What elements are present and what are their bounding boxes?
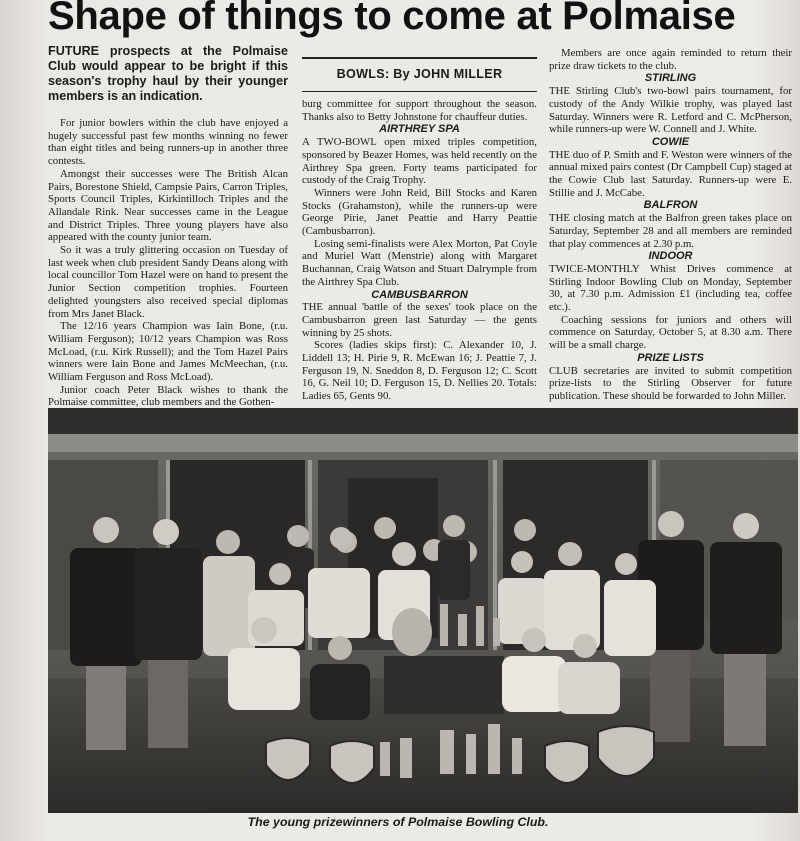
paragraph: Losing semi-finalists were Alex Morton, Pat Coyle and Muriel Watt (Menstrie) along with Margaret Buchannan, Craig Watson and Stuart Dalrymple from the Airthrey Spa Club.	[302, 237, 537, 288]
section-heading-stirling: STIRLING	[644, 72, 697, 85]
paragraph: A TWO-BOWL open mixed triples competition, sponsored by Beazer Homes, was held recently on the Airthrey Spa green. Forty teams participated for custody of the Craig Trophy.	[302, 136, 537, 187]
column-3	[549, 47, 792, 403]
paragraph: For junior bowlers within the club have enjoyed a hugely successful past few months winning no fewer than eight titles and being runners-up in another three contests.	[48, 117, 288, 168]
group-photo	[48, 408, 798, 813]
paragraph: THE annual 'battle of the sexes' took place on the Cambusbarron green last Saturday — the gents winning by 25 shots.	[302, 301, 537, 339]
section-heading-indoor: INDOOR	[648, 250, 693, 263]
byline-box	[302, 57, 537, 92]
paragraph: THE duo of P. Smith and F. Weston were winners of the annual mixed pairs contest (Dr Campbell Cup) staged at the Cowie Club last Saturday. Runners-up were E. Stillie and J. McCabe.	[549, 148, 792, 199]
headline: Shape of things to come at Polmaise	[48, 0, 736, 38]
lede-paragraph: FUTURE prospects at the Polmaise Club would appear to be bright if this season's trophy haul by their younger members is an indication.	[48, 44, 288, 103]
column-1	[48, 117, 288, 409]
group-photo-illustration	[48, 408, 798, 813]
paragraph: Winners were John Reid, Bill Stocks and Karen Stocks (Grahamston), while the runners-up were George Pirie, Janet Peattie and Harry Peattie (Cambusbarron).	[302, 186, 537, 238]
section-heading-balfron: BALFRON	[643, 199, 698, 212]
paragraph: Coaching sessions for juniors and others will commence on Saturday, October 5, at 8.30 a.m. There will be a small charge.	[549, 313, 792, 352]
paragraph: Scores (ladies skips first): C. Alexander 10, J. Liddell 13; H. Pirie 9, R. McEwan 16; J. Peattie 7, J. Ferguson 19, N. Sneddon 8, D. Ferguson 12; C. Scott 16, G. Neil 10; D. Ferguson 15, D. Nellies 20. Totals: Ladies 65, Gents 90.	[302, 339, 537, 403]
paragraph: TWICE-MONTHLY Whist Drives commence at Stirling Indoor Bowling Club on Monday, September 30, at 7.30 p.m. Admission £1 (including tea, coffee etc.).	[549, 262, 792, 314]
paragraph: So it was a truly glittering occasion on Tuesday of last week when club president Sandy Deans along with local councillor Tom Hazel were on hand to present the Junior Section competition trophies. Fourteen delighted youngsters also received special diplomas from Mrs Janet Black.	[48, 244, 288, 320]
paragraph: Amongst their successes were The British Alcan Pairs, Borestone Shield, Campsie Pairs, Carron Triples, Sports Council Triples, Kirkintilloch Triples and the Allandale Rink. Near successes came in the League and District Triples. Three young players have also appeared with the county junior team.	[48, 167, 288, 244]
section-heading-cowie: COWIE	[651, 135, 690, 148]
byline: BOWLS: By JOHN MILLER	[336, 67, 503, 81]
paragraph: THE closing match at the Balfron green takes place on Saturday, September 28 and all members are reminded that play commences at 2.30 p.m.	[549, 212, 792, 250]
paragraph: Junior coach Peter Black wishes to thank the Polmaise committee, club members and the Gothen-	[48, 383, 288, 409]
photo-caption: The young prizewinners of Polmaise Bowling Club.	[247, 815, 549, 829]
section-heading-airthrey: AIRTHREY SPA	[379, 123, 460, 136]
column-2	[302, 98, 537, 403]
paragraph: The 12/16 years Champion was Iain Bone, (r.u. William Ferguson); 10/12 years Champion was Ross McLoad, (r.u. Kirk Russell); and the Tom Hazel Pairs winners were Iain Bone and James McMeechan, (r.u. William Ferguson and Ross McLoad).	[48, 320, 288, 384]
paragraph: Members are once again reminded to return their prize draw tickets to the club.	[549, 47, 792, 72]
section-heading-prize-lists: PRIZE LISTS	[637, 351, 704, 364]
section-heading-cambusbarron: CAMBUSBARRON	[371, 288, 468, 301]
paragraph: burg committee for support throughout the season. Thanks also to Betty Johnstone for chauffeur duties.	[302, 98, 537, 123]
paragraph: CLUB secretaries are invited to submit competition prize-lists to the Stirling Observer for future publication. These should be forwarded to John Miller.	[549, 364, 792, 402]
paragraph: THE Stirling Club's two-bowl pairs tournament, for custody of the Andy Wilkie trophy, was played last Saturday. Winners were R. Letford and C. McPherson, while runners-up were W. Connell and J. White.	[549, 85, 792, 136]
